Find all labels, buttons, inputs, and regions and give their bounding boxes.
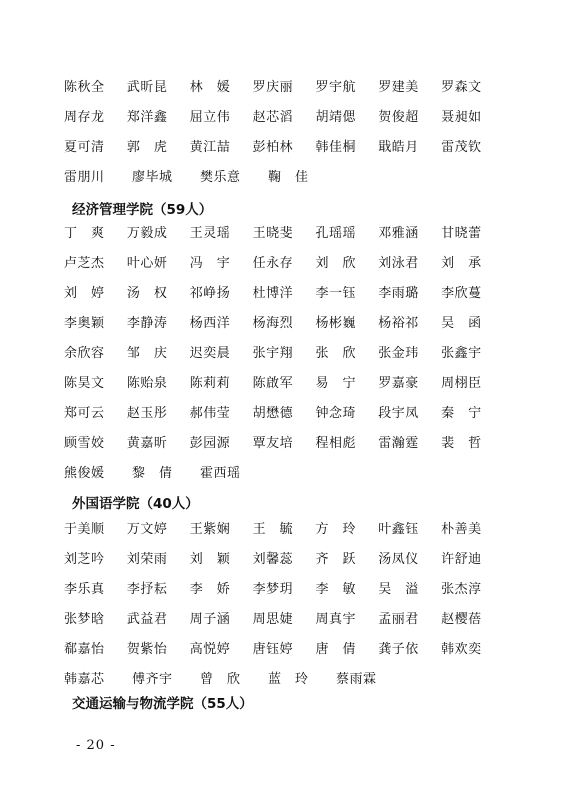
person-name: 丁 爽 bbox=[64, 225, 105, 241]
name-row bbox=[64, 572, 504, 602]
person-name: 陈啟军 bbox=[252, 375, 294, 391]
person-name: 林 媛 bbox=[189, 79, 231, 95]
person-name: 邹 庆 bbox=[126, 345, 168, 361]
person-name: 周思婕 bbox=[252, 611, 294, 627]
person-name: 刘馨蕊 bbox=[252, 551, 294, 567]
person-name: 刘荣雨 bbox=[126, 551, 168, 567]
person-name: 陈贻泉 bbox=[126, 375, 168, 391]
person-name: 李乐真 bbox=[64, 581, 105, 597]
person-name: 彭柏林 bbox=[252, 139, 294, 155]
person-name: 傅齐宇 bbox=[132, 671, 173, 687]
person-name: 郗嘉怡 bbox=[64, 641, 105, 657]
person-name: 蔡雨霖 bbox=[336, 671, 377, 687]
person-name: 熊俊媛 bbox=[64, 465, 105, 481]
person-name: 杜博洋 bbox=[252, 285, 294, 301]
person-name: 武益君 bbox=[126, 611, 168, 627]
person-name: 李抒耘 bbox=[126, 581, 168, 597]
name-row bbox=[64, 542, 504, 572]
person-name: 李 娇 bbox=[189, 581, 231, 597]
person-name: 黄江喆 bbox=[189, 139, 231, 155]
person-name: 许舒迪 bbox=[441, 551, 482, 567]
person-name: 戢皓月 bbox=[378, 139, 419, 155]
person-name: 周存龙 bbox=[64, 109, 105, 125]
person-name: 唐 倩 bbox=[315, 641, 356, 657]
person-name: 韩欢奕 bbox=[441, 641, 482, 657]
person-name: 李一钰 bbox=[315, 285, 356, 301]
person-name: 黄嘉昕 bbox=[126, 435, 168, 451]
person-name: 刘 承 bbox=[441, 255, 482, 271]
name-row bbox=[64, 70, 504, 100]
person-name: 杨海烈 bbox=[252, 315, 294, 331]
person-name: 张金玮 bbox=[378, 345, 419, 361]
person-name: 罗建美 bbox=[378, 79, 419, 95]
person-name: 胡靖偲 bbox=[315, 109, 356, 125]
section-heading-economics-management: 经济管理学院（59人） bbox=[72, 202, 213, 218]
name-list-continued bbox=[64, 70, 504, 190]
person-name: 贺紫怡 bbox=[126, 641, 168, 657]
person-name: 汤 权 bbox=[126, 285, 168, 301]
person-name: 龚子依 bbox=[378, 641, 419, 657]
person-name: 杨裕祁 bbox=[378, 315, 419, 331]
name-row bbox=[64, 160, 504, 190]
person-name: 李 敏 bbox=[315, 581, 356, 597]
name-list-foreign-languages bbox=[64, 512, 504, 692]
person-name: 韩佳桐 bbox=[315, 139, 356, 155]
name-row bbox=[64, 336, 504, 366]
person-name: 秦 宁 bbox=[441, 405, 482, 421]
name-row bbox=[64, 396, 504, 426]
name-row bbox=[64, 100, 504, 130]
person-name: 朴善美 bbox=[441, 521, 482, 537]
person-name: 李雨璐 bbox=[378, 285, 419, 301]
name-row bbox=[64, 632, 504, 662]
person-name: 霍西瑶 bbox=[200, 465, 241, 481]
page-number: - 20 - bbox=[76, 738, 116, 753]
person-name: 张宇翔 bbox=[252, 345, 294, 361]
person-name: 易 宁 bbox=[315, 375, 356, 391]
person-name: 迟奕晨 bbox=[189, 345, 231, 361]
person-name: 裴 哲 bbox=[441, 435, 482, 451]
person-name: 李欣蔓 bbox=[441, 285, 482, 301]
person-name: 唐钰婷 bbox=[252, 641, 294, 657]
person-name: 罗嘉豪 bbox=[378, 375, 419, 391]
person-name: 陈莉莉 bbox=[189, 375, 231, 391]
person-name: 雷瀚霆 bbox=[378, 435, 419, 451]
person-name: 王 毓 bbox=[252, 521, 294, 537]
person-name: 甘晓蕾 bbox=[441, 225, 482, 241]
person-name: 周子涵 bbox=[189, 611, 231, 627]
name-list-economics-management bbox=[64, 216, 504, 486]
person-name: 吴 函 bbox=[441, 315, 482, 331]
person-name: 祁峥扬 bbox=[189, 285, 231, 301]
person-name: 杨西洋 bbox=[189, 315, 231, 331]
person-name: 李梦玥 bbox=[252, 581, 294, 597]
person-name: 冯 宇 bbox=[189, 255, 231, 271]
person-name: 郑洋鑫 bbox=[126, 109, 168, 125]
person-name: 王紫娴 bbox=[189, 521, 231, 537]
person-name: 张鑫宇 bbox=[441, 345, 482, 361]
person-name: 屈立伟 bbox=[189, 109, 231, 125]
person-name: 黎 倩 bbox=[132, 465, 173, 481]
person-name: 刘 婷 bbox=[64, 285, 105, 301]
person-name: 夏可清 bbox=[64, 139, 105, 155]
name-row bbox=[64, 130, 504, 160]
person-name: 王灵瑶 bbox=[189, 225, 231, 241]
person-name: 任永存 bbox=[252, 255, 294, 271]
person-name: 叶鑫钰 bbox=[378, 521, 419, 537]
name-row bbox=[64, 246, 504, 276]
name-row bbox=[64, 216, 504, 246]
section-heading-transportation-logistics: 交通运输与物流学院（55人） bbox=[72, 696, 253, 712]
person-name: 樊乐意 bbox=[200, 169, 241, 185]
person-name: 张 欣 bbox=[315, 345, 356, 361]
name-row bbox=[64, 366, 504, 396]
person-name: 彭园源 bbox=[189, 435, 231, 451]
person-name: 于美顺 bbox=[64, 521, 105, 537]
person-name: 周栩臣 bbox=[441, 375, 482, 391]
person-name: 吴 溢 bbox=[378, 581, 419, 597]
person-name: 罗庆丽 bbox=[252, 79, 294, 95]
person-name: 贺俊超 bbox=[378, 109, 419, 125]
person-name: 韩嘉芯 bbox=[64, 671, 105, 687]
person-name: 郭 虎 bbox=[126, 139, 168, 155]
person-name: 孟丽君 bbox=[378, 611, 419, 627]
person-name: 杨彬巍 bbox=[315, 315, 356, 331]
name-row bbox=[64, 276, 504, 306]
person-name: 万文婷 bbox=[126, 521, 168, 537]
person-name: 刘 颖 bbox=[189, 551, 231, 567]
person-name: 郝伟莹 bbox=[189, 405, 231, 421]
name-row bbox=[64, 456, 504, 486]
person-name: 王晓斐 bbox=[252, 225, 294, 241]
person-name: 曾 欣 bbox=[200, 671, 241, 687]
person-name: 雷朋川 bbox=[64, 169, 105, 185]
person-name: 雷茂钦 bbox=[441, 139, 482, 155]
person-name: 段宇凤 bbox=[378, 405, 419, 421]
person-name: 钟念琦 bbox=[315, 405, 356, 421]
person-name: 顾雪姣 bbox=[64, 435, 105, 451]
person-name: 赵芯滔 bbox=[252, 109, 294, 125]
person-name: 聂昶如 bbox=[441, 109, 482, 125]
name-row bbox=[64, 512, 504, 542]
person-name: 周真宇 bbox=[315, 611, 356, 627]
person-name: 万毅成 bbox=[126, 225, 168, 241]
person-name: 卢芝杰 bbox=[64, 255, 105, 271]
person-name: 陈秋全 bbox=[64, 79, 105, 95]
name-row bbox=[64, 602, 504, 632]
person-name: 蓝 玲 bbox=[268, 671, 309, 687]
person-name: 刘 欣 bbox=[315, 255, 356, 271]
person-name: 方 玲 bbox=[315, 521, 356, 537]
name-row bbox=[64, 306, 504, 336]
person-name: 赵樱蓓 bbox=[441, 611, 482, 627]
person-name: 李静涛 bbox=[126, 315, 168, 331]
person-name: 刘泳君 bbox=[378, 255, 419, 271]
person-name: 鞠 佳 bbox=[268, 169, 309, 185]
person-name: 程相彪 bbox=[315, 435, 356, 451]
person-name: 覃友培 bbox=[252, 435, 294, 451]
name-row bbox=[64, 662, 504, 692]
person-name: 叶心妍 bbox=[126, 255, 168, 271]
person-name: 刘芝吟 bbox=[64, 551, 105, 567]
person-name: 高悦婷 bbox=[189, 641, 231, 657]
person-name: 余欣容 bbox=[64, 345, 105, 361]
person-name: 郑可云 bbox=[64, 405, 105, 421]
person-name: 罗森文 bbox=[441, 79, 482, 95]
person-name: 张杰淳 bbox=[441, 581, 482, 597]
person-name: 罗宇航 bbox=[315, 79, 356, 95]
person-name: 武昕昆 bbox=[126, 79, 168, 95]
person-name: 孔瑶瑶 bbox=[315, 225, 356, 241]
person-name: 陈昊文 bbox=[64, 375, 105, 391]
name-row bbox=[64, 426, 504, 456]
person-name: 胡懋德 bbox=[252, 405, 294, 421]
person-name: 邓雅涵 bbox=[378, 225, 419, 241]
person-name: 汤凤仪 bbox=[378, 551, 419, 567]
person-name: 齐 跃 bbox=[315, 551, 356, 567]
person-name: 赵玉彤 bbox=[126, 405, 168, 421]
person-name: 廖毕城 bbox=[132, 169, 173, 185]
person-name: 李奥颖 bbox=[64, 315, 105, 331]
person-name: 张梦晗 bbox=[64, 611, 105, 627]
section-heading-foreign-languages: 外国语学院（40人） bbox=[72, 496, 199, 512]
